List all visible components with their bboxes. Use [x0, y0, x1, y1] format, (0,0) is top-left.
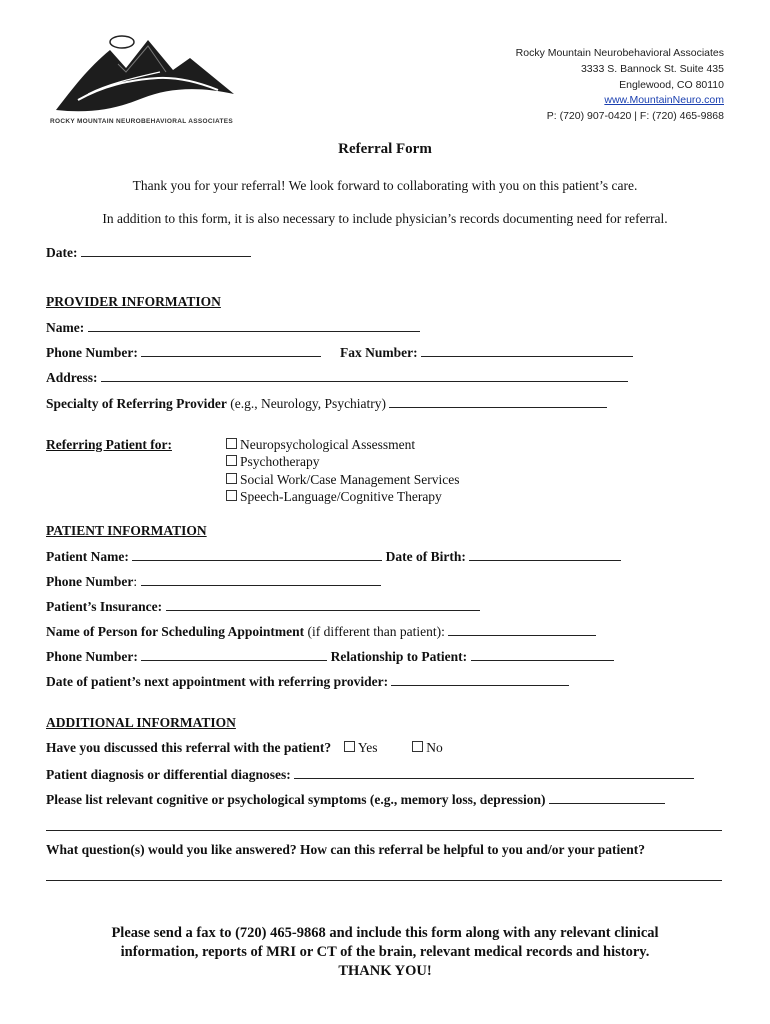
scheduling-hint: (if different than patient): [307, 624, 445, 639]
provider-name-row [46, 319, 420, 336]
date-field[interactable] [81, 244, 251, 257]
referring-label: Referring Patient for: [46, 437, 172, 452]
logo-text: ROCKY MOUNTAIN NEUROBEHAVIORAL ASSOCIATES [50, 118, 233, 125]
provider-phone-row [46, 344, 633, 361]
additional-heading: ADDITIONAL INFORMATION [46, 715, 236, 730]
patient-phone-row: Phone Number: [46, 573, 381, 590]
insurance-row [46, 598, 480, 615]
date-row [46, 244, 251, 261]
symptoms-field[interactable] [549, 791, 665, 804]
provider-address-row [46, 369, 628, 386]
insurance-label: Patient’s Insurance: [46, 599, 163, 614]
option-psychotherapy[interactable]: Psychotherapy [226, 454, 319, 470]
discussed-label: Have you discussed this referral with the patient? [46, 740, 332, 755]
questions-line[interactable] [46, 880, 722, 881]
provider-phone-label: Phone Number: [46, 345, 138, 360]
checkbox-icon[interactable] [412, 741, 423, 752]
questions-row [46, 842, 645, 858]
date-label: Date: [46, 245, 78, 260]
patient-name-field[interactable] [132, 548, 382, 561]
closing-thank-you: THANK YOU! [338, 963, 432, 979]
provider-address-label: Address: [46, 370, 98, 385]
street-address: 3333 S. Bannock St. Suite 435 [580, 62, 724, 75]
diagnosis-row [46, 766, 694, 783]
provider-fax-field[interactable] [421, 344, 633, 357]
patient-heading: PATIENT INFORMATION [46, 523, 207, 538]
discussed-row [46, 740, 443, 756]
scheduling-row [46, 623, 596, 640]
address-block [516, 46, 724, 125]
provider-phone-field[interactable] [141, 344, 321, 357]
checkbox-icon[interactable] [226, 473, 237, 484]
checkbox-icon[interactable] [226, 438, 237, 449]
records-note: In addition to this form, it is also necessary to include physician’s records documenting need for referral. [102, 211, 668, 226]
provider-name-label: Name: [46, 320, 85, 335]
specialty-hint: (e.g., Neurology, Psychiatry) [230, 396, 387, 411]
provider-name-field[interactable] [88, 319, 420, 332]
patient-name-label: Patient Name: [46, 549, 129, 564]
symptoms-label: Please list relevant cognitive or psychological symptoms (e.g., memory loss, depression) [46, 792, 546, 807]
patient-phone-field[interactable] [141, 573, 381, 586]
closing-line-2: information, reports of MRI or CT of the brain, relevant medical records and history. [120, 944, 650, 960]
mountain-logo-icon [48, 28, 243, 132]
contact-phone-row [46, 648, 614, 665]
org-name: Rocky Mountain Neurobehavioral Associates [515, 47, 724, 59]
company-logo [48, 28, 243, 132]
questions-label: What question(s) would you like answered? How can this referral be helpful to you and/or your patient? [46, 842, 646, 857]
checkbox-icon[interactable] [344, 741, 355, 752]
provider-address-field[interactable] [101, 369, 628, 382]
diagnosis-label: Patient diagnosis or differential diagnoses: [46, 767, 291, 782]
no-option[interactable]: No [412, 740, 443, 755]
symptoms-row [46, 791, 665, 808]
option-neuropsych[interactable]: Neuropsychological Assessment [226, 437, 415, 453]
closing-line-1: Please send a fax to (720) 465-9868 and include this form along with any relevant clinical [111, 925, 659, 941]
specialty-row [46, 395, 607, 412]
next-appt-row [46, 673, 569, 690]
scheduling-label: Name of Person for Scheduling Appointment [46, 624, 305, 639]
next-appt-field[interactable] [391, 673, 569, 686]
provider-heading: PROVIDER INFORMATION [46, 294, 221, 309]
city-state-zip: Englewood, CO 80110 [619, 78, 724, 91]
website-link[interactable]: www.MountainNeuro.com [604, 94, 724, 107]
patient-phone-label: Phone Number [46, 574, 134, 589]
relationship-label: Relationship to Patient: [330, 649, 468, 664]
dob-field[interactable] [469, 548, 621, 561]
symptoms-extra-line[interactable] [46, 830, 722, 831]
form-title: Referral Form [338, 141, 432, 157]
diagnosis-field[interactable] [294, 766, 694, 779]
checkbox-icon[interactable] [226, 490, 237, 501]
checkbox-icon[interactable] [226, 455, 237, 466]
dob-label: Date of Birth: [385, 549, 466, 564]
scheduling-field[interactable] [448, 623, 596, 636]
next-appt-label: Date of patient’s next appointment with referring provider: [46, 674, 389, 689]
patient-name-row [46, 548, 621, 565]
specialty-label: Specialty of Referring Provider [46, 396, 227, 411]
option-social-work[interactable]: Social Work/Case Management Services [226, 472, 459, 488]
option-speech-language[interactable]: Speech-Language/Cognitive Therapy [226, 489, 442, 505]
phone-fax: P: (720) 907-0420 | F: (720) 465-9868 [546, 110, 724, 123]
yes-option[interactable]: Yes [344, 740, 378, 755]
provider-fax-label: Fax Number: [340, 345, 418, 360]
thanks-text: Thank you for your referral! We look forward to collaborating with you on this patient’s care. [132, 178, 638, 193]
insurance-field[interactable] [166, 598, 480, 611]
specialty-field[interactable] [389, 395, 607, 408]
contact-phone-field[interactable] [141, 648, 327, 661]
relationship-field[interactable] [471, 648, 614, 661]
contact-phone-label: Phone Number: [46, 649, 138, 664]
